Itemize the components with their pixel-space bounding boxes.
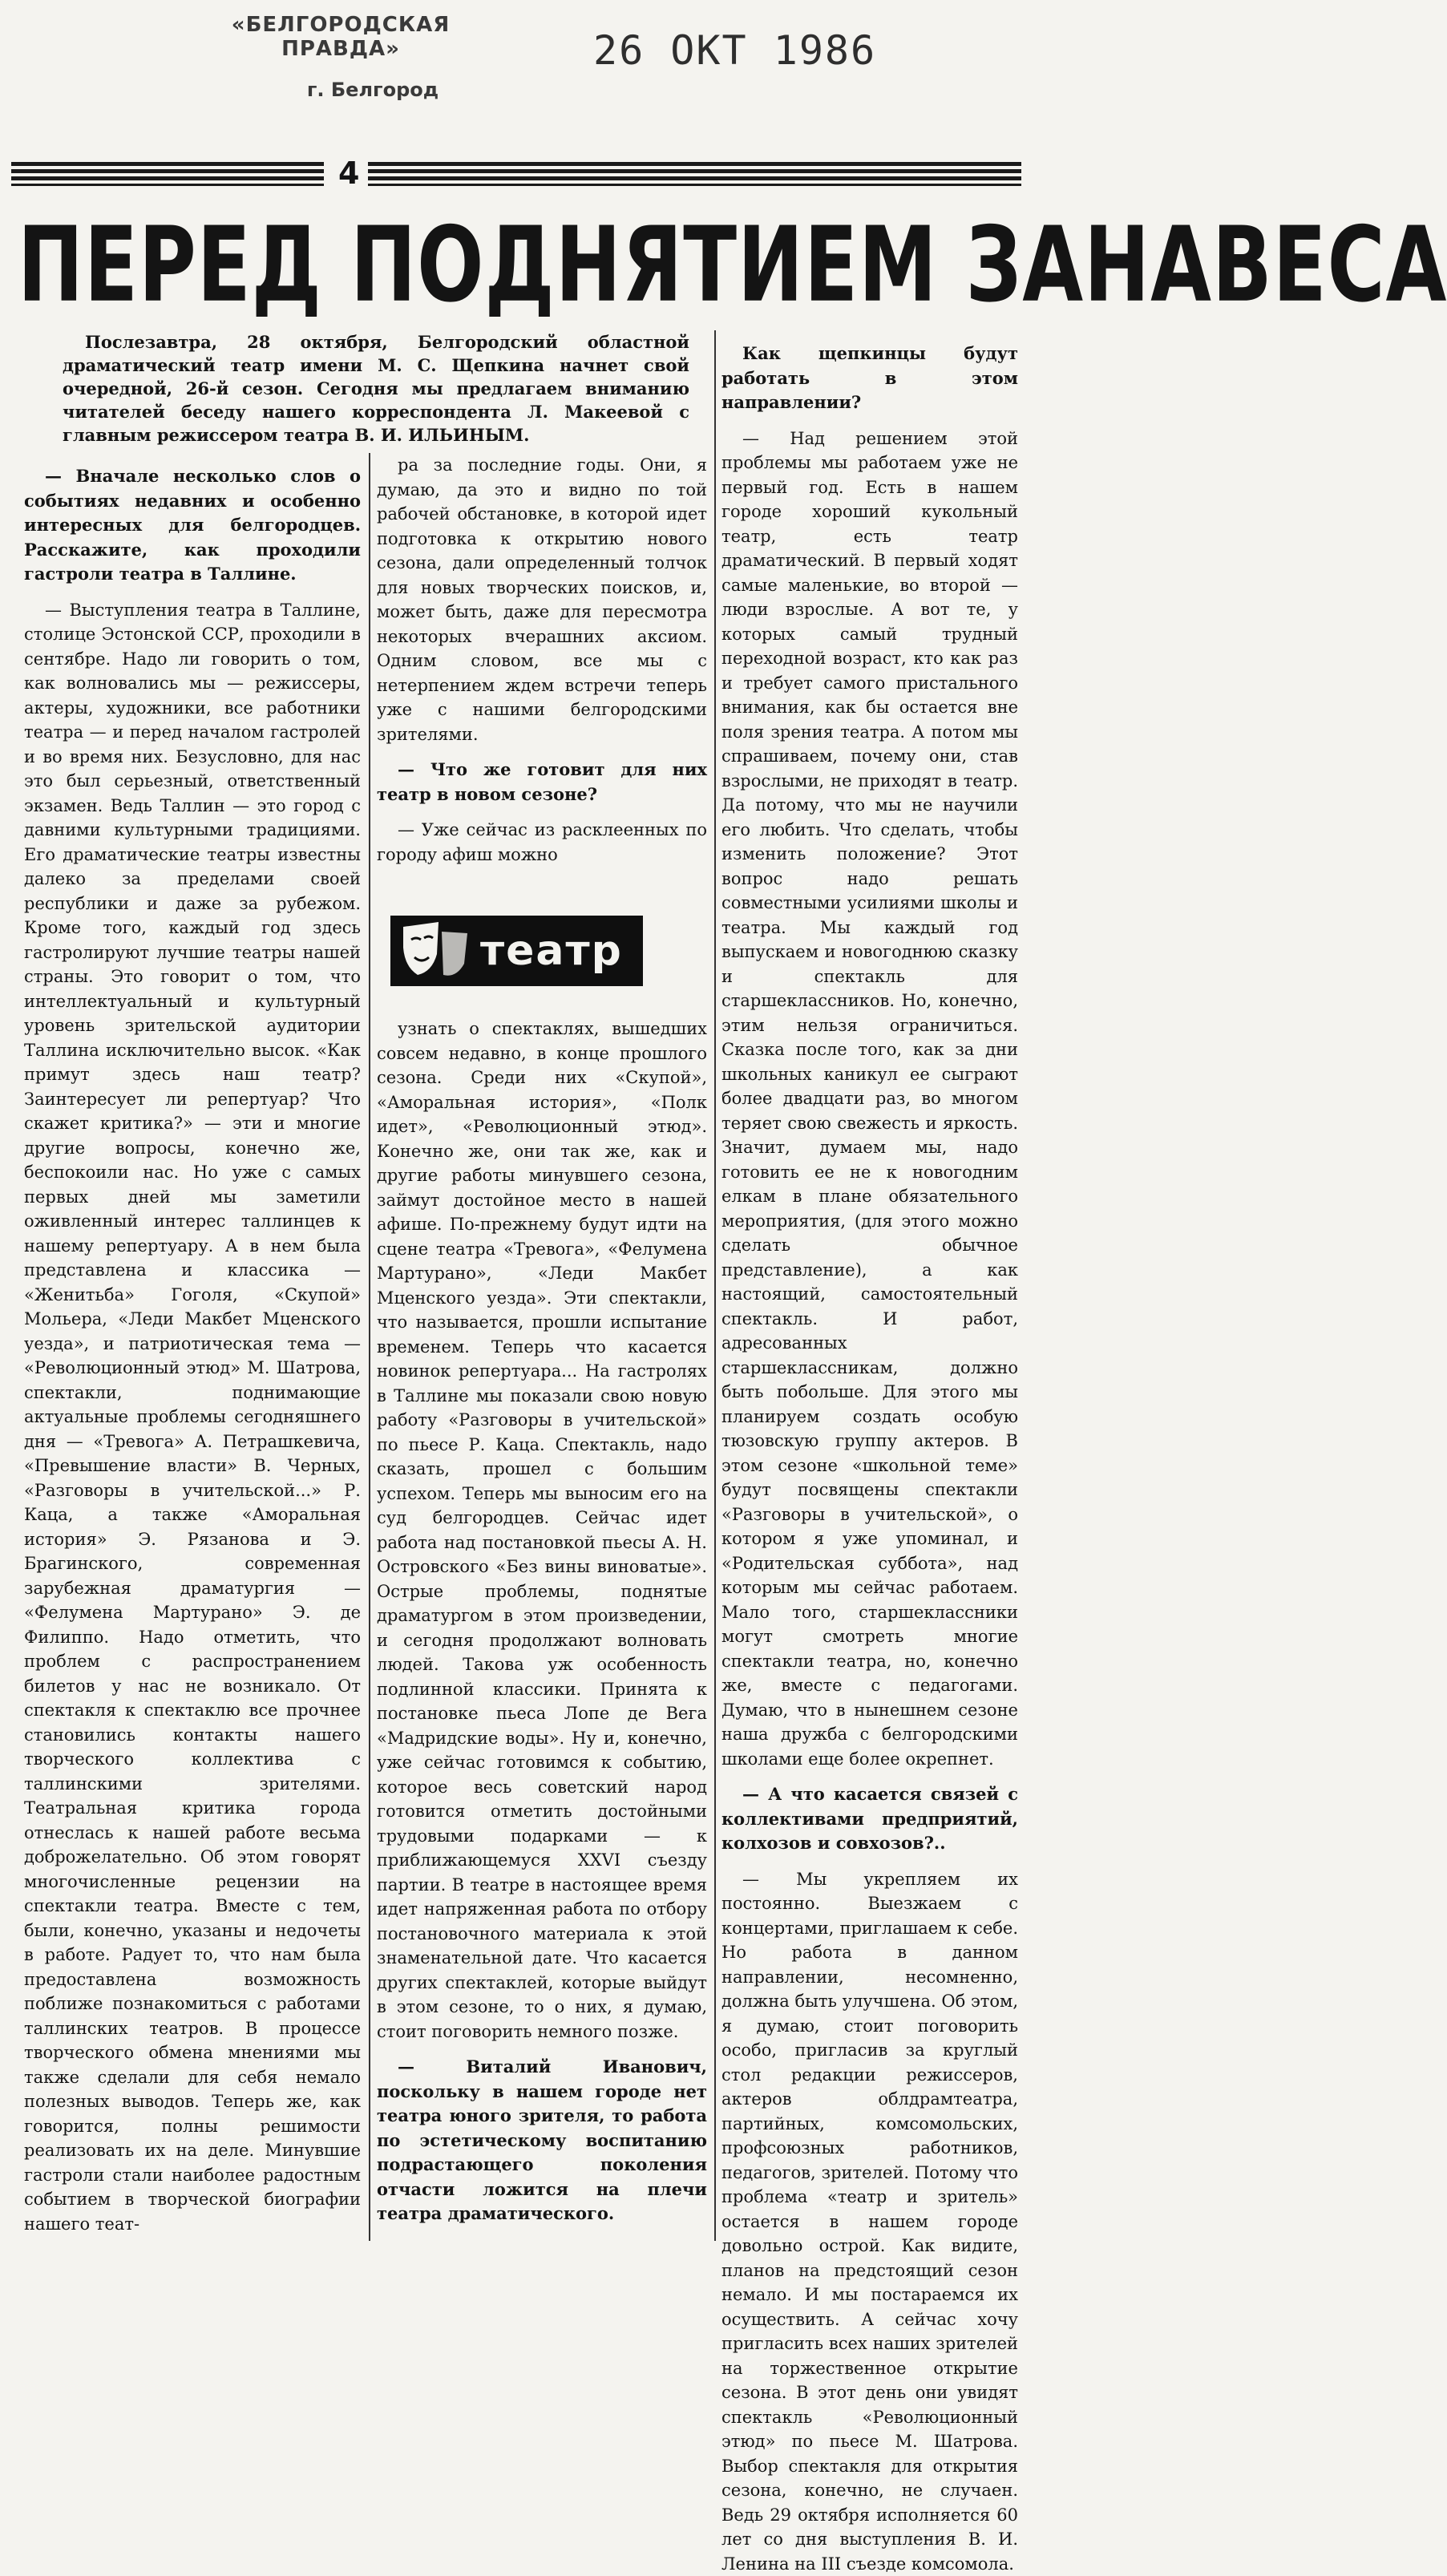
headline: ПЕРЕД ПОДНЯТИЕМ ЗАНАВЕСА: [18, 202, 1020, 329]
page-rule: [11, 162, 1021, 186]
newspaper-city: г. Белгород: [180, 79, 501, 101]
column-divider: [369, 453, 370, 2241]
interview-paragraph: — Мы укрепляем их постоянно. Выезжаем с концертами, приглашаем к себе. Но работа в данном направлении, несомненно, должна быть улучшена. Об этом, я думаю, стоит поговорить особо, пригласив за круглый стол редакции режиссеров, актеров облдрамтеатра, партийных, комсомольских, профсоюзных работников, педагогов, зрителей. Потому что проблема «театр и зритель» остается в нашем городе довольно острой. Как видите, планов на предстоящий сезон немало. И мы постараемся их осуществить. А сейчас хочу пригласить всех наших зрителей на торжественное открытие сезона. В этот день они увидят спектакль «Революционный этюд» по пьесе М. Шатрова. Выбор спектакля для открытия сезона, конечно, не случаен. Ведь 29 октября исполняется 60 лет со дня выступления В. И. Ленина на III съезде комсомола.: [721, 1867, 1018, 2576]
lead-paragraph: Послезавтра, 28 октября, Белгородский областной драматический театр имени М. С. Щепкина начнет свой очередной, 26-й сезон. Сегодня мы предлагаем вниманию читателей беседу нашего корреспондента Л. Макеевой с главным режиссером театра В. И. ИЛЬИНЫМ.: [63, 330, 689, 447]
article-column-2-continued: [377, 1017, 707, 2238]
column-divider: [714, 330, 716, 2241]
page-number: 4: [338, 156, 359, 191]
newspaper-name: «БЕЛГОРОДСКАЯ ПРАВДА»: [180, 13, 501, 61]
interview-question: — Что же готовит для них театр в новом сезоне?: [377, 758, 707, 807]
rule-left: [11, 162, 324, 186]
interview-paragraph: — Выступления театра в Таллине, столице Эстонской ССР, проходили в сентябре. Надо ли говорить о том, как волновались мы — режиссеры, актеры, художники, все работники театра — и перед началом гастролей и во время них. Безусловно, для нас это был серьезный, ответственный экзамен. Ведь Таллин — это город с давними культурными традициями. Его драматические театры известны далеко за пределами своей республики и даже за рубежом. Кроме того, каждый год здесь гастролируют лучшие театры нашей страны. Это говорит о том, что интеллектуальный и культурный уровень зрительской аудитории Таллина исключительно высок. «Как примут здесь наш театр? Заинтересует ли репертуар? Что скажет критика?» — эти и многие другие вопросы, конечно же, беспокоили нас. Но уже с самых первых дней мы заметили оживленный интерес таллинцев к нашему репертуару. А в нем была представлена и классика — «Женитьба» Гоголя, «Скупой» Мольера, «Леди Макбет Мценского уезда», и патриотическая тема — «Революционный этюд» М. Шатрова, спектакли, поднимающие актуальные проблемы сегодняшнего дня — «Тревога» А. Петрашкевича, «Превышение власти» В. Черных, «Разговоры в учительской...» Р. Каца, а также «Аморальная история» Э. Рязанова и Э. Брагинского, современная зарубежная драматургия — «Фелумена Мартурано» Э. де Филиппо. Надо отметить, что проблем с распространением билетов у нас не возникало. От спектакля к спектаклю все прочнее становились контакты нашего творческого коллектива с таллинскими зрителями. Театральная критика города отнеслась к нашей работе весьма доброжелательно. Об этом говорят многочисленные рецензии на спектакли театра. Вместе с тем, были, конечно, указаны и недочеты в работе. Радует то, что нам была предоставлена возможность поближе познакомиться с работами таллинских театров. В процессе творческого обмена мнениями мы также сделали для себя немало полезных выводов. Теперь же, как говорится, полны решимости реализовать их на деле. Минувшие гастроли стали наиболее радостным событием в творческой биографии нашего теат-: [24, 598, 361, 2237]
interview-question: — Вначале несколько слов о событиях недавних и особенно интересных для белгородцев. Расскажите, как проходили гастроли театра в Таллине.: [24, 464, 361, 587]
interview-paragraph: узнать о спектаклях, вышедших совсем недавно, в конце прошлого сезона. Среди них «Скупой», «Аморальная история», «Полк идет», «Революционный этюд». Конечно же, они так же, как и другие работы минувшего сезона, займут достойное место в нашей афише. По-прежнему будут идти на сцене театра «Тревога», «Фелумена Мартурано», «Леди Макбет Мценского уезда». Эти спектакли, что называется, прошли испытание временем. Теперь что касается новинок репертуара... На гастролях в Таллине мы показали свою новую работу «Разговоры в учительской» по пьесе Р. Каца. Спектакль, надо сказать, прошел с большим успехом. Теперь мы выносим его на суд белгородцев. Сейчас идет работа над постановкой пьесы А. Н. Островского «Без вины виноватые». Острые проблемы, поднятые драматургом в этом произведении, и сегодня продолжают волновать людей. Такова уж особенность подлинной классики. Принята к постановке пьеса Лопе де Вега «Мадридские воды». Ну и, конечно, уже сейчас готовимся к событию, которое весь советский народ готовится отметить достойными трудовыми подарками — к приближающемуся XXVI съезду партии. В театре в настоящее время идет напряженная работа по отбору постановочного материала к этой знаменательной дате. Что касается других спектаклей, которые выйдут в этом сезоне, то о них, я думаю, стоит поговорить немного позже.: [377, 1017, 707, 2044]
interview-paragraph: ра за последние годы. Они, я думаю, да это и видно по той рабочей обстановке, в которой идет подготовка к открытию нового сезона, дали определенный толчок для новых творческих поисков, и, может быть, даже для пересмотра некоторых вчерашних аксиом. Одним словом, все мы с нетерпением ждем встречи теперь уже с нашими белгородскими зрителями.: [377, 453, 707, 746]
article-column-3: [721, 330, 1018, 2576]
interview-question: — Виталий Иванович, поскольку в нашем городе нет театра юного зрителя, то работа по эстетическому воспитанию подрастающего поколения отчасти ложится на плечи театра драматического.: [377, 2055, 707, 2226]
theatre-logo: [390, 916, 643, 986]
article-column-2: [377, 453, 707, 867]
interview-paragraph: — Уже сейчас из расклеенных по городу афиш можно: [377, 818, 707, 867]
interview-question: — А что касается связей с коллективами предприятий, колхозов и совхозов?..: [721, 1782, 1018, 1856]
rule-right: [368, 162, 1021, 186]
theatre-mask-icon: [397, 919, 473, 983]
interview-paragraph: — Над решением этой проблемы мы работаем уже не первый год. Есть в нашем городе хороший кукольный театр, есть театр драматический. В первый ходят самые маленькие, во второй — люди взрослые. А вот те, у которых самый трудный переходной возраст, кто как раз и требует самого пристального внимания, как бы остается вне поля зрения театра. А потом мы спрашиваем, почему они, став взрослыми, не приходят в театр. Да потому, что мы не научили его любить. Что сделать, чтобы изменить положение? Этот вопрос надо решать совместными усилиями школы и театра. Мы каждый год выпускаем и новогоднюю сказку и спектакль для старшеклассников. Но, конечно, этим нельзя ограничиться. Сказка после того, как за дни школьных каникул ее сыграют более двадцати раз, во многом теряет свою свежесть и яркость. Значит, думаем мы, надо готовить ее не к новогодним елкам в плане обязательного мероприятия, (для этого можно сделать обычное представление), а как настоящий, самостоятельный спектакль. И работ, адресованных старшеклассникам, должно быть побольше. Для этого мы планируем создать особую тюзовскую группу актеров. В этом сезоне «школьной теме» будут посвящены спектакли «Разговоры в учительской», о котором я уже упоминал, и «Родительская суббота», над которым мы сейчас работаем. Мало того, старшеклассники могут смотреть многие спектакли театра, но, конечно же, вместе с педагогами. Думаю, что в нынешнем сезоне наша дружба с белгородскими школами еще более окрепнет.: [721, 427, 1018, 1772]
date-stamp: 26 ОКТ 1986: [593, 27, 876, 74]
article-column-1: [24, 453, 361, 2236]
newspaper-stamp: [180, 13, 501, 101]
interview-question: Как щепкинцы будут работать в этом направлении?: [721, 342, 1018, 415]
theatre-word: театр: [480, 927, 623, 975]
